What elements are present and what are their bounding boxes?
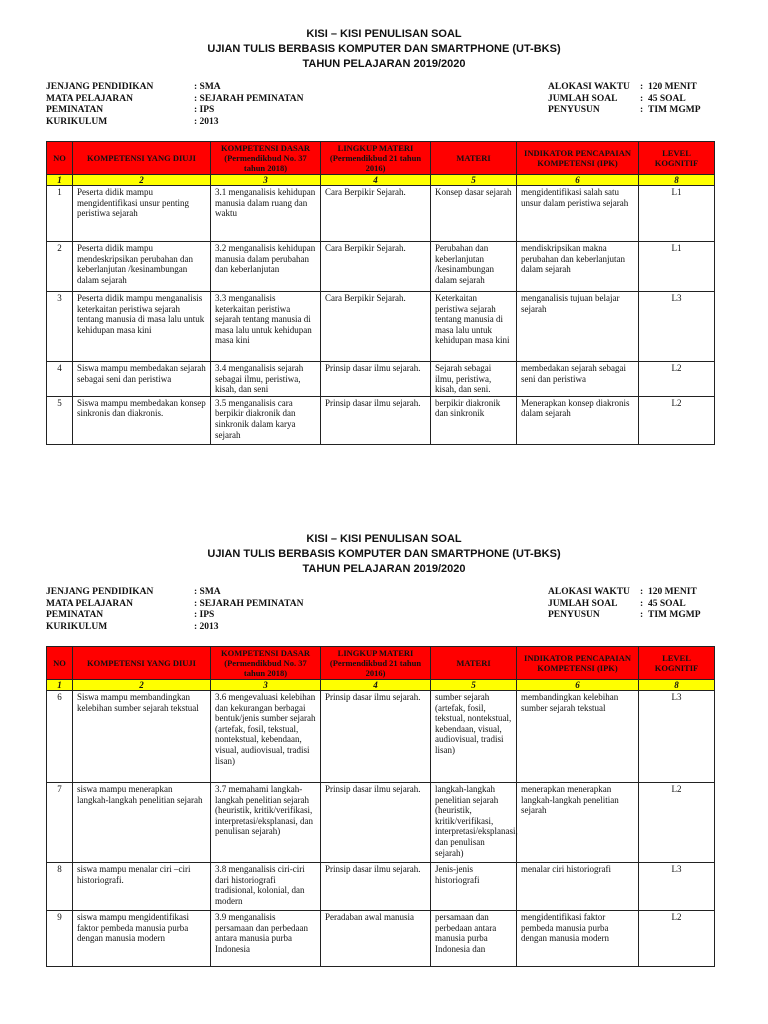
cell-lingkup: Prinsip dasar ilmu sejarah. [321, 863, 431, 911]
cell-materi: langkah-langkah penelitian sejarah (heuristik, kritik/verifikasi, interpretasi/eksplanasi, dan penulisan sejarah) [431, 783, 517, 863]
header-level: LEVEL KOGNITIF [639, 142, 715, 175]
meta-colon: : [640, 610, 644, 620]
meta-value: 120 MENIT [648, 82, 697, 92]
header-level: LEVEL KOGNITIF [639, 647, 715, 680]
meta-value: : SEJARAH PEMINATAN [194, 93, 304, 104]
cell-materi: persamaan dan perbedaan antara manusia purba Indonesia dan [431, 911, 517, 967]
meta-colon: : [640, 93, 644, 104]
cell-ipk: membedakan sejarah sebagai seni dan peristiwa [517, 362, 639, 397]
cell-level: L2 [639, 783, 715, 863]
cell-level: L2 [639, 362, 715, 397]
meta-key: JENJANG PENDIDIKAN [46, 82, 154, 92]
column-number: 8 [639, 175, 715, 186]
cell-materi: Konsep dasar sejarah [431, 186, 517, 242]
column-number: 1 [47, 175, 73, 186]
meta-value: : SEJARAH PEMINATAN [194, 598, 304, 609]
cell-kd: 3.4 menganalisis sejarah sebagai ilmu, peristiwa, kisah, dan seni [211, 362, 321, 397]
cell-no: 1 [47, 186, 73, 242]
cell-ipk: menalar ciri historiografi [517, 863, 639, 911]
column-number-row [47, 680, 715, 691]
table-row [47, 783, 715, 863]
meta-key: JUMLAH SOAL [548, 598, 618, 609]
cell-kd: 3.6 mengevaluasi kelebihan dan kekurangan berbagai bentuk/jenis sumber sejarah (artefak, fosil, tekstual, nontekstual, kebendaan, visual, audiovisual, tradisi lisan) [211, 691, 321, 783]
table-row [47, 186, 715, 242]
table-row [47, 362, 715, 397]
cell-level: L2 [639, 396, 715, 444]
header-kd: KOMPETENSI DASAR (Permendikbud No. 37 tahun 2018) [211, 647, 321, 680]
cell-no: 7 [47, 783, 73, 863]
column-number: 5 [431, 175, 517, 186]
meta-value: TIM MGMP [648, 610, 701, 620]
table-row [47, 242, 715, 292]
meta-key: JENJANG PENDIDIKAN [46, 587, 154, 597]
cell-kd: 3.1 menganalisis kehidupan manusia dalam ruang dan waktu [211, 186, 321, 242]
document-title [0, 532, 768, 577]
meta-value: 45 SOAL [648, 93, 686, 104]
cell-ipk: menganalisis tujuan belajar sejarah [517, 292, 639, 362]
meta-value: TIM MGMP [648, 105, 701, 115]
meta-left [46, 82, 303, 128]
meta-key: PENYUSUN [548, 105, 600, 115]
cell-kompetensi: Siswa mampu membandingkan kelebihan sumber sejarah tekstual [73, 691, 211, 783]
meta-value: : 2013 [194, 621, 219, 632]
cell-kompetensi: Siswa mampu membedakan konsep sinkronis dan diakronis. [73, 396, 211, 444]
cell-ipk: mengidentifikasi salah satu unsur dalam peristiwa sejarah [517, 186, 639, 242]
header-ipk: INDIKATOR PENCAPAIAN KOMPETENSI (IPK) [517, 647, 639, 680]
cell-lingkup: Peradaban awal manusia [321, 911, 431, 967]
header-lingkup: LINGKUP MATERI (Permendikbud 21 tahun 2016) [321, 647, 431, 680]
meta-colon: : [640, 82, 644, 92]
column-number: 5 [431, 680, 517, 691]
header-materi: MATERI [431, 142, 517, 175]
header-kompetensi: KOMPETENSI YANG DIUJI [73, 647, 211, 680]
header-materi: MATERI [431, 647, 517, 680]
table-row [47, 292, 715, 362]
cell-kompetensi: Siswa mampu membedakan sejarah sebagai seni dan peristiwa [73, 362, 211, 397]
column-number: 3 [211, 175, 321, 186]
cell-lingkup: Cara Berpikir Sejarah. [321, 292, 431, 362]
meta-value: : IPS [194, 610, 215, 620]
title-line: UJIAN TULIS BERBASIS KOMPUTER DAN SMARTPHONE (UT-BKS) [207, 548, 561, 560]
meta-right [548, 587, 701, 622]
meta-value: 45 SOAL [648, 598, 686, 609]
cell-ipk: Menerapkan konsep diakronis dalam sejarah [517, 396, 639, 444]
column-number: 4 [321, 680, 431, 691]
meta-key: MATA PELAJARAN [46, 93, 133, 104]
meta-key: PENYUSUN [548, 610, 600, 620]
cell-lingkup: Prinsip dasar ilmu sejarah. [321, 783, 431, 863]
document-section-1 [0, 27, 768, 130]
document-meta [0, 587, 768, 635]
cell-level: L1 [639, 186, 715, 242]
cell-ipk: mendiskripsikan makna perubahan dan keberlanjutan dalam sejarah [517, 242, 639, 292]
title-line: TAHUN PELAJARAN 2019/2020 [302, 58, 466, 70]
cell-level: L3 [639, 691, 715, 783]
header-kd: KOMPETENSI DASAR (Permendikbud No. 37 tahun 2018) [211, 142, 321, 175]
cell-ipk: membandingkan kelebihan sumber sejarah tekstual [517, 691, 639, 783]
kisi-table-1 [46, 141, 715, 445]
meta-key: JUMLAH SOAL [548, 93, 618, 104]
cell-kd: 3.7 memahami langkah-langkah penelitian sejarah (heuristik, kritik/verifikasi, interpretasi/eksplanasi, dan penulisan sejarah) [211, 783, 321, 863]
document-title [0, 27, 768, 72]
cell-level: L2 [639, 911, 715, 967]
cell-lingkup: Cara Berpikir Sejarah. [321, 242, 431, 292]
cell-lingkup: Prinsip dasar ilmu sejarah. [321, 396, 431, 444]
header-kompetensi: KOMPETENSI YANG DIUJI [73, 142, 211, 175]
cell-no: 4 [47, 362, 73, 397]
kisi-table-2 [46, 646, 715, 967]
cell-no: 5 [47, 396, 73, 444]
cell-kd: 3.3 menganalisis keterkaitan peristiwa sejarah tentang manusia di masa lalu untuk kehidupan masa kini [211, 292, 321, 362]
document-meta [0, 82, 768, 130]
cell-ipk: menerapkan menerapkan langkah-langkah penelitian sejarah [517, 783, 639, 863]
cell-level: L3 [639, 292, 715, 362]
cell-kompetensi: siswa mampu mengidentifikasi faktor pembeda manusia purba dengan manusia modern [73, 911, 211, 967]
header-ipk: INDIKATOR PENCAPAIAN KOMPETENSI (IPK) [517, 142, 639, 175]
title-line: UJIAN TULIS BERBASIS KOMPUTER DAN SMARTPHONE (UT-BKS) [207, 43, 561, 55]
meta-key: ALOKASI WAKTU [548, 82, 630, 92]
meta-value: : 2013 [194, 116, 219, 127]
table-row [47, 691, 715, 783]
meta-value: : SMA [194, 587, 221, 597]
cell-kompetensi: siswa mampu menerapkan langkah-langkah penelitian sejarah [73, 783, 211, 863]
column-number: 6 [517, 680, 639, 691]
meta-key: ALOKASI WAKTU [548, 587, 630, 597]
document-section-2 [0, 532, 768, 635]
cell-level: L3 [639, 863, 715, 911]
meta-colon: : [640, 587, 644, 597]
cell-kompetensi: Peserta didik mampu mengidentifikasi unsur penting peristiwa sejarah [73, 186, 211, 242]
meta-colon: : [640, 598, 644, 609]
cell-lingkup: Prinsip dasar ilmu sejarah. [321, 362, 431, 397]
meta-colon: : [640, 105, 644, 115]
cell-kd: 3.8 menganalisis ciri-ciri dari historiografi tradisional, kolonial, dan modern [211, 863, 321, 911]
cell-materi: Jenis-jenis historiografi [431, 863, 517, 911]
column-number: 2 [73, 175, 211, 186]
cell-no: 3 [47, 292, 73, 362]
cell-no: 8 [47, 863, 73, 911]
cell-lingkup: Prinsip dasar ilmu sejarah. [321, 691, 431, 783]
column-number-row [47, 175, 715, 186]
cell-ipk: mengidentifikasi faktor pembeda manusia purba dengan manusia modern [517, 911, 639, 967]
column-number: 8 [639, 680, 715, 691]
meta-left [46, 587, 303, 633]
cell-no: 9 [47, 911, 73, 967]
column-number: 2 [73, 680, 211, 691]
cell-materi: Perubahan dan keberlanjutan /kesinambungan dalam sejarah [431, 242, 517, 292]
title-line: TAHUN PELAJARAN 2019/2020 [302, 563, 466, 575]
cell-materi: sumber sejarah (artefak, fosil, tekstual, nontekstual, kebendaan, visual, audiovisual, tradisi lisan) [431, 691, 517, 783]
meta-value: 120 MENIT [648, 587, 697, 597]
cell-no: 2 [47, 242, 73, 292]
cell-kompetensi: siswa mampu menalar ciri –ciri historiografi. [73, 863, 211, 911]
cell-no: 6 [47, 691, 73, 783]
cell-kd: 3.2 menganalisis kehidupan manusia dalam perubahan dan keberlanjutan [211, 242, 321, 292]
title-line: KISI – KISI PENULISAN SOAL [306, 533, 462, 545]
meta-key: KURIKULUM [46, 621, 108, 632]
title-line: KISI – KISI PENULISAN SOAL [306, 28, 462, 40]
header-lingkup: LINGKUP MATERI (Permendikbud 21 tahun 2016) [321, 142, 431, 175]
cell-materi: Sejarah sebagai ilmu, peristiwa, kisah, dan seni. [431, 362, 517, 397]
cell-kompetensi: Peserta didik mampu menganalisis keterkaitan peristiwa sejarah tentang manusia di masa lalu untuk kehidupan masa kini [73, 292, 211, 362]
table-row [47, 396, 715, 444]
cell-lingkup: Cara Berpikir Sejarah. [321, 186, 431, 242]
meta-right [548, 82, 701, 117]
header-no: NO [47, 142, 73, 175]
meta-key: PEMINATAN [46, 610, 104, 620]
cell-materi: berpikir diakronik dan sinkronik [431, 396, 517, 444]
column-number: 1 [47, 680, 73, 691]
meta-value: : IPS [194, 105, 215, 115]
header-no: NO [47, 647, 73, 680]
table-row [47, 911, 715, 967]
cell-materi: Keterkaitan peristiwa sejarah tentang manusia di masa lalu untuk kehidupan masa kini [431, 292, 517, 362]
cell-kompetensi: Peserta didik mampu mendeskripsikan perubahan dan keberlanjutan /kesinambungan dalam sejarah [73, 242, 211, 292]
meta-key: PEMINATAN [46, 105, 104, 115]
column-number: 3 [211, 680, 321, 691]
meta-key: MATA PELAJARAN [46, 598, 133, 609]
cell-kd: 3.5 menganalisis cara berpikir diakronik dan sinkronik dalam karya sejarah [211, 396, 321, 444]
meta-value: : SMA [194, 82, 221, 92]
column-number: 4 [321, 175, 431, 186]
column-number: 6 [517, 175, 639, 186]
cell-level: L1 [639, 242, 715, 292]
table-row [47, 863, 715, 911]
cell-kd: 3.9 menganalisis persamaan dan perbedaan antara manusia purba Indonesia [211, 911, 321, 967]
meta-key: KURIKULUM [46, 116, 108, 127]
